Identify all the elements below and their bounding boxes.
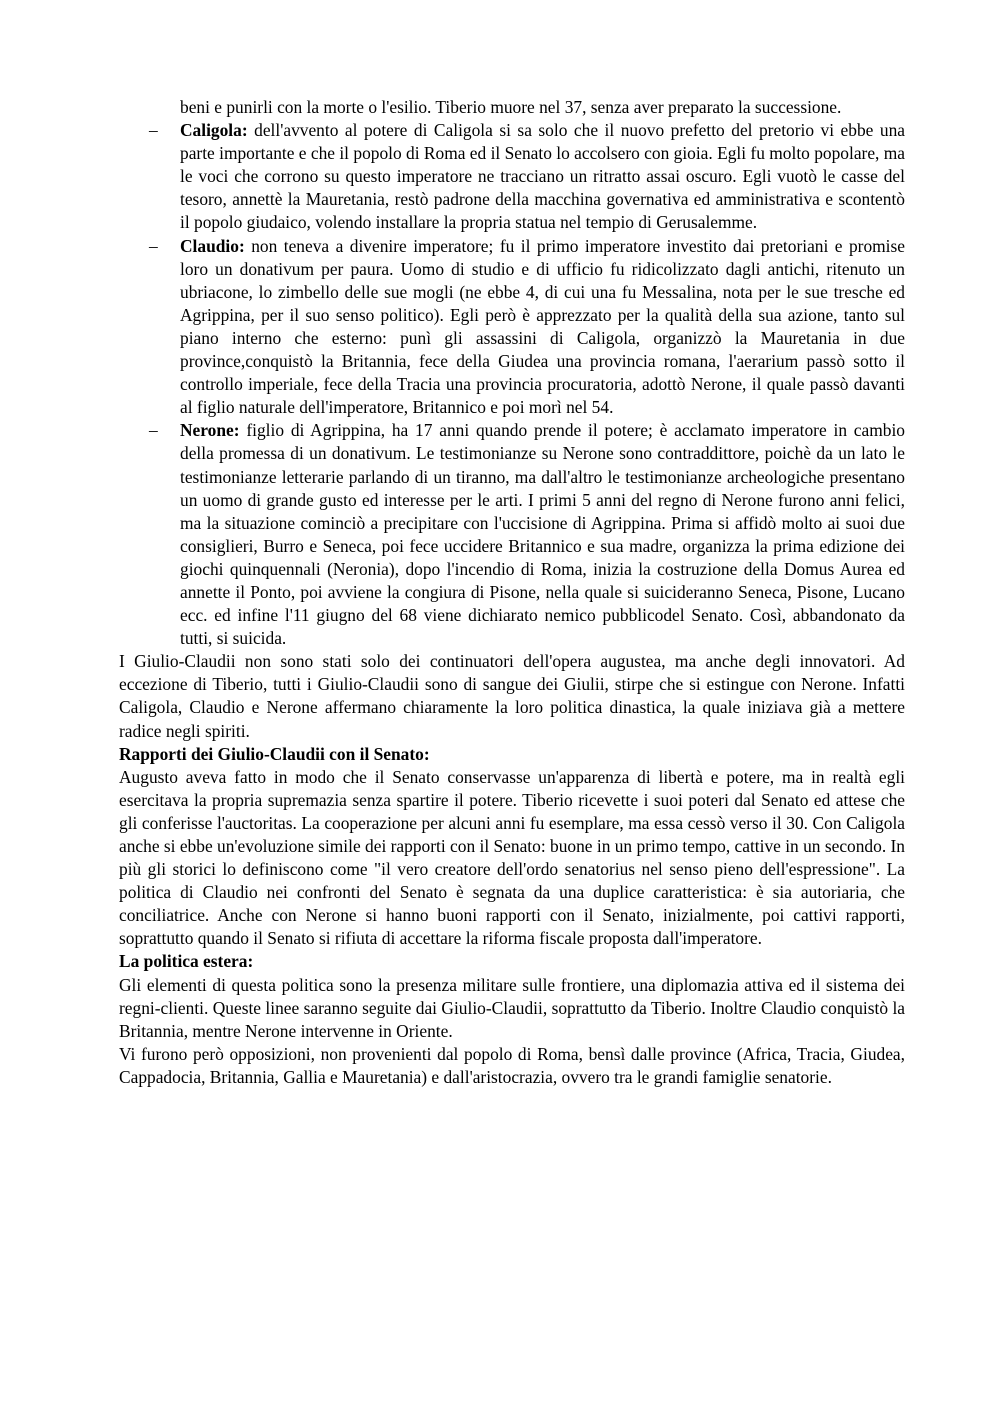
foreign-policy-paragraph-2: Vi furono però opposizioni, non provenienti dal popolo di Roma, bensì dalle province (Africa, Tracia, Giudea, Cappadocia, Britannia, Gallia e Mauretania) e dall'aristocrazia, ovvero tra le grandi famiglie senatorie. — [119, 1043, 905, 1087]
foreign-policy-paragraph-1: Gli elementi di questa politica sono la presenza militare sulle frontiere, una diplomazia attiva ed il sistema dei regni-clienti. Queste linee saranno seguite dai Giulio-Claudii, soprattutto da Tiberio. Inoltre Claudio conquistò la Britannia, mentre Nerone intervenne in Oriente. — [119, 974, 905, 1041]
continuation-paragraph: beni e punirli con la morte o l'esilio. Tiberio muore nel 37, senza aver preparato la successione. — [180, 97, 842, 117]
senate-paragraph: Augusto aveva fatto in modo che il Senato conservasse un'apparenza di libertà e potere, ma in realtà egli esercitava la propria supremazia senza spartire il potere. Tiberio ricevette i suoi poteri dal Senato ed attese che gli conferisse l'auctoritas. La cooperazione per alcuni anni fu esemplare, ma essa cessò verso il 30. Con Caligola anche si ebbe un'evoluzione simile dei rapporti con il Senato: buone in un primo tempo, cattive in un secondo. In più gli storici lo definiscono come "il vero creatore dell'ordo senatorius nel senso pieno dell'espressione". La politica di Claudio nei confronti del Senato è segnata da una duplice caratteristica: è sia autoriaria, che conciliatrice. Anche con Nerone si hanno buoni rapporti con il Senato, inizialmente, poi cattivi rapporti, soprattutto quando il Senato si rifiuta di accettare la riforma fiscale proposta dall'imperatore. — [119, 766, 906, 949]
document-page — [119, 96, 905, 1089]
list-item-nerone — [149, 419, 905, 650]
summary-paragraph: I Giulio-Claudii non sono stati solo dei continuatori dell'opera augustea, ma anche degli innovatori. Ad eccezione di Tiberio, tutti i Giulio-Claudii sono di sangue dei Giulii, stirpe che si estingue con Nerone. Infatti Caligola, Claudio e Nerone affermano chiaramente la loro politica dinastica, la quale iniziava già a mettere radice negli spiriti. — [119, 651, 905, 741]
emperor-name-claudio: Claudio: — [180, 235, 245, 256]
senate-heading: Rapporti dei Giulio-Claudii con il Senato: — [119, 743, 430, 764]
list-bullet: – — [149, 420, 158, 441]
foreign-policy-heading: La politica estera: — [119, 951, 254, 972]
list-bullet: – — [149, 235, 158, 256]
emperor-text-claudio: non teneva a divenire imperatore; fu il primo imperatore investito dai pretoriani e promise loro un donativum per paura. Uomo di studio e di ufficio fu ridicolizzato dagli antichi, ritenuto un ubriacone, lo zimbello delle sue mogli (ne ebbe 4, di cui una fu Messalina, nota per le sue tresche ed Agrippina, per il suo senso politico). Egli però è apprezzato per la qualità della sua azione, tanto sul piano interno che esterno: punì gli assassini di Caligola, organizzò la Mauretania in due province,conquistò la Britannia, fece della Giudea una provincia romana, l'aerarium passò sotto il controllo imperiale, fece della Tracia una provincia procuratoria, adottò Nerone, il quale passò davanti al figlio naturale dell'imperatore, Britannico e poi morì nel 54. — [180, 235, 905, 418]
list-bullet: – — [149, 120, 158, 141]
emperor-name-nerone: Nerone: — [180, 420, 240, 441]
emperor-name-caligola: Caligola: — [180, 120, 248, 141]
emperor-text-nerone: figlio di Agrippina, ha 17 anni quando prende il potere; è acclamato imperatore in cambio della promessa di un donativum. Le testimonianze su Nerone sono contraddittore, poichè da un lato le testimonianze letterarie parlando di un tiranno, ma dall'altro le testimonianze archeologiche presentano un uomo di grande gusto ed interesse per le arti. I primi 5 anni del regno di Nerone furono anni felici, ma la situazione cominciò a precipitare con l'uccisione di Agrippina. Prima si affidò molto ai suoi due consiglieri, Burro e Seneca, poi fece uccidere Britannico e sua madre, organizza la prima edizione dei giochi quinquennali (Neronia), dopo l'incendio di Roma, inizia la costruzione della Domus Aurea ed annette il Ponto, poi avviene la congiura di Pisone, nella quale si suicideranno Seneca, Pisone, Lucano ecc. ed infine l'11 giugno del 68 viene dichiarato nemico pubblicodel Senato. Così, abbandonato da tutti, si suicida. — [180, 420, 905, 649]
emperor-text-caligola: dell'avvento al potere di Caligola si sa solo che il nuovo prefetto del pretorio vi ebbe una parte importante e che il popolo di Roma ed il Senato lo accolsero con gioia. Egli fu molto popolare, ma le voci che corrono su questo imperatore ne tracciano un ritratto assai oscuro. Egli vuotò le casse del tesoro, annettè la Mauretania, restò padrone della macchina governativa ed amministrativa e scontentò il popolo giudaico, volendo installare la propria statua nel tempio di Gerusalemme. — [180, 120, 905, 233]
list-item-caligola — [149, 119, 905, 234]
list-item-claudio — [149, 235, 905, 420]
